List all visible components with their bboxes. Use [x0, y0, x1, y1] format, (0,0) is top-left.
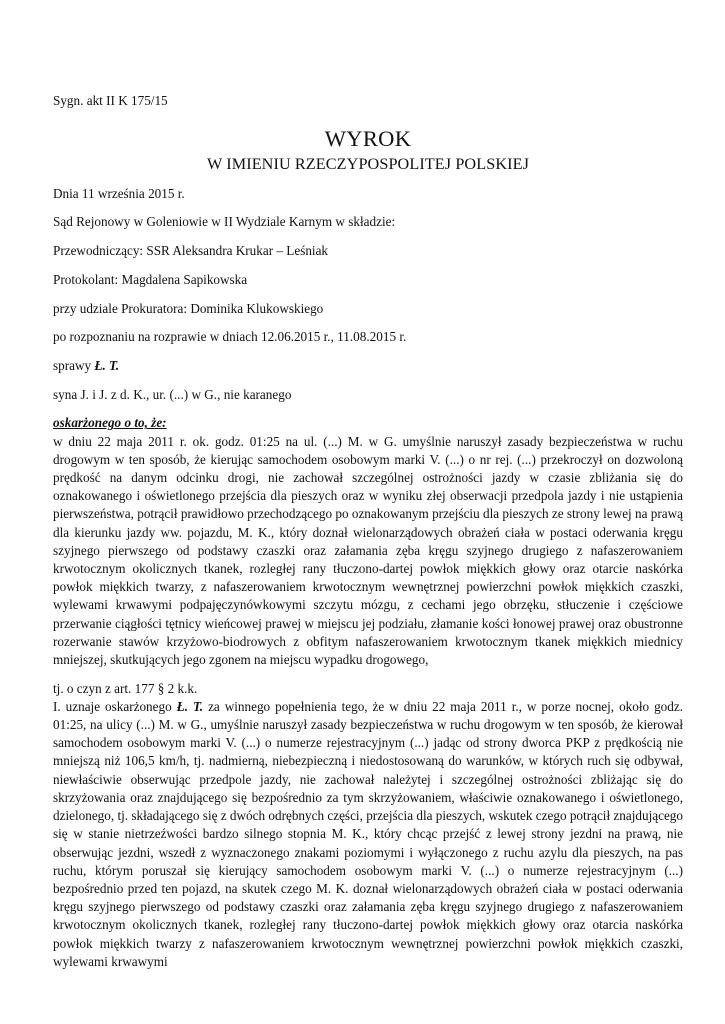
case-signature: Sygn. akt II K 175/15: [53, 93, 168, 108]
accused-details: syna J. i J. z d. K., ur. (...) w G., nie karanego: [53, 386, 292, 402]
charge-paragraph: w dniu 22 maja 2011 r. ok. godz. 01:25 na ul. (...) M. w G. umyślnie naruszył zasady bezpieczeństwa w ruchu drogowym w ten sposób, że kierując samochodem osobowym marki V. (...) o nr rej. (...) przekroczył on dozwoloną prędkość na danym odcinku drogi, nie zachował szczególnej ostrożności jazdy w czasie zbliżania się do oznakowanego i oświetlonego przejścia dla pieszych oraz w wyniku złej obserwacji przedpola jazdy i nie ustąpienia pierwszeństwa, potrącił prawidłowo przechodzącego po oznakowanym przejściu dla pieszych ze strony lewej na prawą dla kierunku jazdy ww. pojazdu, M. K., który doznał wielonarządowych obrażeń ciała w postaci oderwania kręgu szyjnego pierwszego od podstawy czaszki oraz załamania zęba kręgu szyjnego drugiego z nafaszerowaniem krwotocznym okolicznych tkanek, rozległej rany tłuczono-dartej powłok miękkich głowy oraz otarcie naskórka powłok miękkich twarzy, z nafaszerowaniem krwotocznym wewnętrznej powierzchni powłok miękkich czaszki, wylewami krwawymi podpajęczynówkowymi szczytu mózgu, z cechami jego obrzęku, stłuczenie i częściowe przerwanie ciągłości tętnicy wieńcowej prawej w miejscu jej podziału, złamanie kości łonowej prawej oraz obustronne rozerwanie stawów krzyżowo-biodrowych z obfitym nafaszerowaniem krwotocznym tkanek miękkich miednicy mniejszej, skutkujących jego zgonem na miejscu wypadku drogowego,: [53, 433, 683, 667]
document-page: [53, 92, 683, 971]
presiding-judge: Przewodniczący: SSR Aleksandra Krukar – Leśniak: [53, 243, 329, 259]
document-subtitle: W IMIENIU RZECZYPOSPOLITEJ POLSKIEJ: [206, 155, 529, 174]
verdict-text: za winnego popełnienia tego, że w dniu 22 maja 2011 r., w porze nocnej, około godz. 01:25, na ulicy (...) M. w G., umyślnie naruszył zasady bezpieczeństwa w ruchu drogowym w ten sposób, że kierował samochodem osobowym marki V. (...) o numerze rejestracyjnym (...) jadąc od strony dworca PKP z prędkością nie mniejszą niż 106,5 km/h, tj. nadmierną, niebezpieczną i niedostosowaną do warunków, w których ruch się odbywał, niewłaściwie obserwując przedpole jazdy, nie zachował należytej i szczególnej ostrożności zbliżając się do skrzyżowania oraz znajdującego się bezpośrednio za tym skrzyżowaniem, właściwie oznakowanego i oświetlonego, dzielonego, tj. składającego się z dwóch odrębnych części, przejścia dla pieszych, wskutek czego potrącił znajdującego się w stanie nietrzeźwości bardzo silnego stopnia M. K., który chcąc przejść z lewej strony jezdni na prawą, nie obserwując jezdni, wszedł z wyznaczonego znakami poziomymi i wyłączonego z ruchu azylu dla pieszych, na pas ruchu, którym poruszał się kierujący samochodem osobowym marki V. (...) o numerze rejestracyjnym (...) bezpośrednio przed ten pojazd, na skutek czego M. K. doznał wielonarządowych obrażeń ciała w postaci oderwania kręgu szyjnego pierwszego od podstawy czaszki oraz załamania zęba kręgu szyjnego drugiego z nafaszerowaniem krwotocznym okolicznych tkanek, rozległej rany tłuczono-dartej powłok miękkich głowy oraz otarcia naskórka powłok miękkich twarzy z nafaszerowaniem krwotocznym wewnętrznej powierzchni powłok miękkich czaszki, wylewami krwawymi: [53, 698, 684, 969]
prosecutor: przy udziale Prokuratora: Dominika Klukowskiego: [53, 300, 324, 316]
judgment-date: Dnia 11 września 2015 r.: [53, 185, 185, 201]
verdict-accused-name: Ł. T.: [176, 698, 204, 714]
hearing-dates: po rozpoznaniu na rozprawie w dniach 12.06.2015 r., 11.08.2015 r.: [53, 329, 407, 345]
case-of-line: [53, 357, 683, 375]
accused-name: Ł. T.: [94, 357, 120, 373]
court-clerk: Protokolant: Magdalena Sapikowska: [53, 271, 248, 287]
document-title: WYROK: [324, 126, 412, 152]
court-composition: Sąd Rejonowy w Goleniowie w II Wydziale Karnym w składzie:: [53, 214, 396, 230]
charge-heading: oskarżonego o to, że:: [53, 415, 167, 431]
case-prefix: sprawy: [53, 357, 95, 373]
legal-article: tj. o czyn z art. 177 § 2 k.k.: [53, 680, 198, 696]
verdict-prefix: I. uznaje oskarżonego: [53, 698, 177, 714]
verdict-paragraph: [53, 698, 683, 971]
